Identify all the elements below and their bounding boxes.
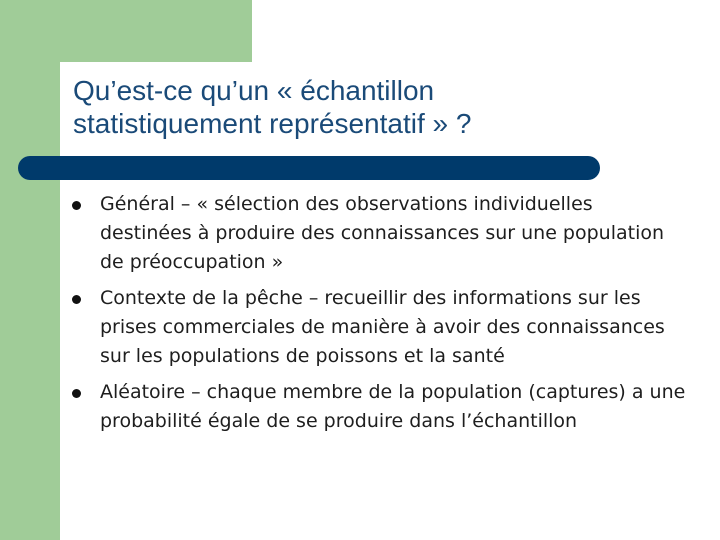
slide-title [73,74,673,140]
bullet-list [70,190,690,443]
green-side-band [0,0,60,540]
title-underline-bar [18,156,600,180]
bullet-text: Général – « sélection des observations individuelles destinées à produire des connaissances sur une population de préoccupation » [100,193,665,273]
slide-title-line-2: statistiquement représentatif » ? [73,108,472,139]
bullet-dot-icon [72,201,81,210]
bullet-item [70,190,690,277]
bullet-item [70,378,690,436]
bullet-text: Aléatoire – chaque membre de la population (captures) a une probabilité égale de se produire dans l’échantillon [100,381,686,432]
bullet-text: Contexte de la pêche – recueillir des informations sur les prises commerciales de manière à avoir des connaissances sur les populations de poissons et la santé [100,287,665,367]
bullet-dot-icon [72,295,81,304]
green-top-block [0,0,252,62]
bullet-dot-icon [72,389,81,398]
slide-title-line-1: Qu’est-ce qu’un « échantillon [73,75,435,106]
bullet-item [70,284,690,371]
